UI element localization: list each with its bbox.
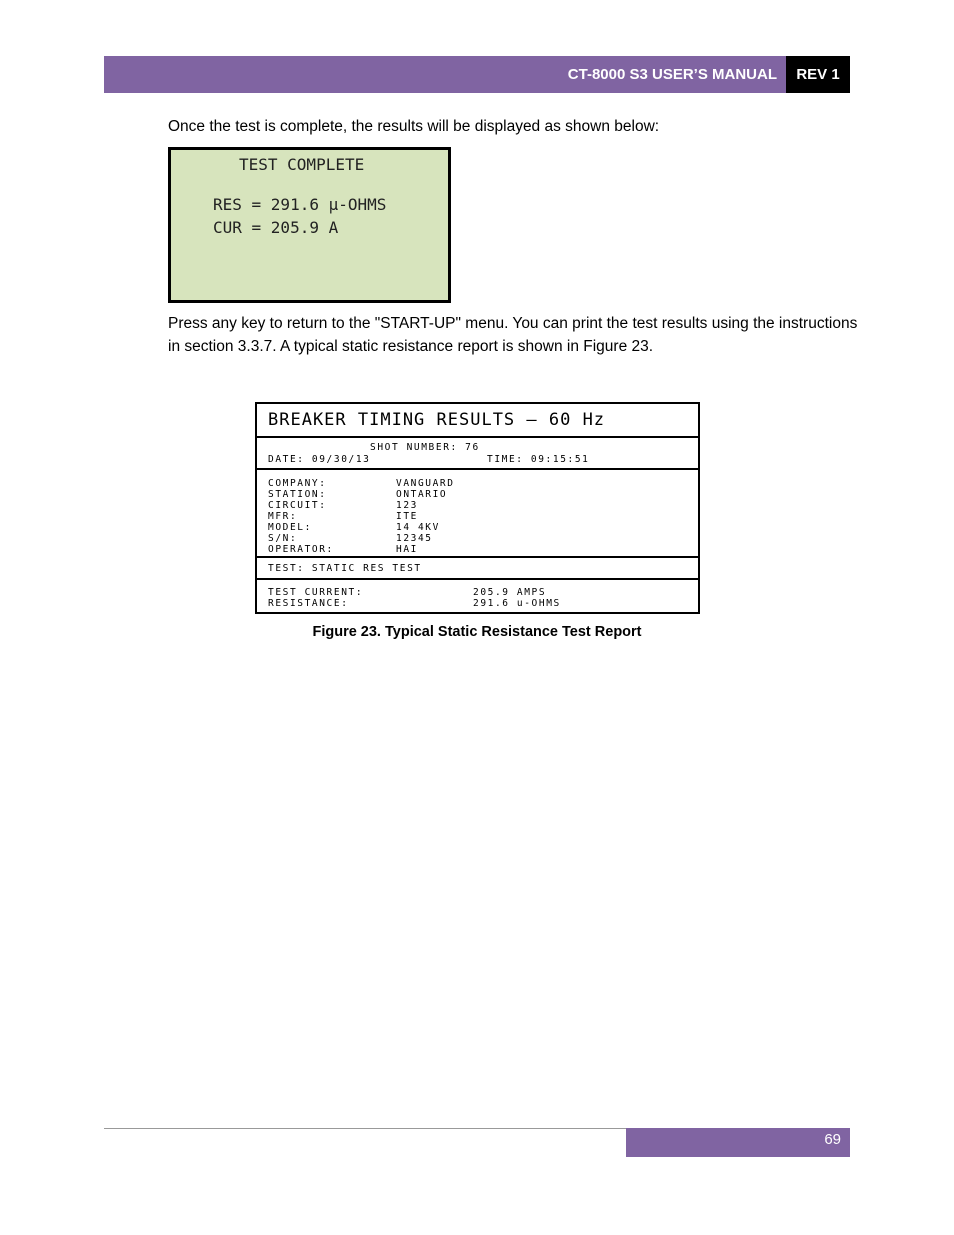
report-test-type: TEST: STATIC RES TEST — [268, 563, 422, 574]
field-value: 14 4KV — [396, 522, 440, 533]
report-shot-section — [257, 438, 698, 470]
field-value: VANGUARD — [396, 478, 455, 489]
field-label: CIRCUIT: — [268, 500, 327, 511]
test-report — [255, 402, 700, 614]
report-info-section — [257, 470, 698, 558]
field-label: S/N: — [268, 533, 298, 544]
instructions-paragraph: Press any key to return to the "START-UP" menu. You can print the test results using the instructions in section 3.3.7. A typical static resistance report is shown in Figure 23. — [168, 315, 858, 355]
current-label: TEST CURRENT: — [268, 587, 364, 598]
page-number: 69 — [626, 1128, 850, 1157]
shot-number: SHOT NUMBER: 76 — [370, 442, 480, 453]
report-title: BREAKER TIMING RESULTS — 60 Hz — [257, 404, 698, 438]
lcd-resistance: RES = 291.6 µ-OHMS — [213, 195, 387, 214]
lcd-screen — [168, 147, 451, 303]
field-label: COMPANY: — [268, 478, 327, 489]
field-label: MODEL: — [268, 522, 312, 533]
field-label: STATION: — [268, 489, 327, 500]
header-bar — [104, 56, 850, 93]
intro-paragraph: Once the test is complete, the results will be displayed as shown below: — [168, 118, 660, 135]
resistance-label: RESISTANCE: — [268, 598, 349, 609]
resistance-value: 291.6 u-OHMS — [473, 598, 561, 609]
field-value: ITE — [396, 511, 418, 522]
manual-title: CT-8000 S3 USER’S MANUAL — [567, 66, 777, 83]
field-label: OPERATOR: — [268, 544, 334, 555]
report-test-section — [257, 558, 698, 580]
report-date: DATE: 09/30/13 — [268, 454, 371, 465]
field-value: 123 — [396, 500, 418, 511]
revision-badge: REV 1 — [786, 56, 850, 93]
lcd-title: TEST COMPLETE — [239, 155, 365, 174]
report-results-section — [257, 580, 698, 610]
field-value: HAI — [396, 544, 418, 555]
current-value: 205.9 AMPS — [473, 587, 547, 598]
lcd-current: CUR = 205.9 A — [213, 218, 339, 237]
field-value: 12345 — [396, 533, 433, 544]
field-value: ONTARIO — [396, 489, 448, 500]
figure-caption: Figure 23. Typical Static Resistance Test Report — [312, 624, 642, 640]
field-label: MFR: — [268, 511, 298, 522]
footer-rule — [104, 1128, 626, 1129]
report-time: TIME: 09:15:51 — [487, 454, 590, 465]
